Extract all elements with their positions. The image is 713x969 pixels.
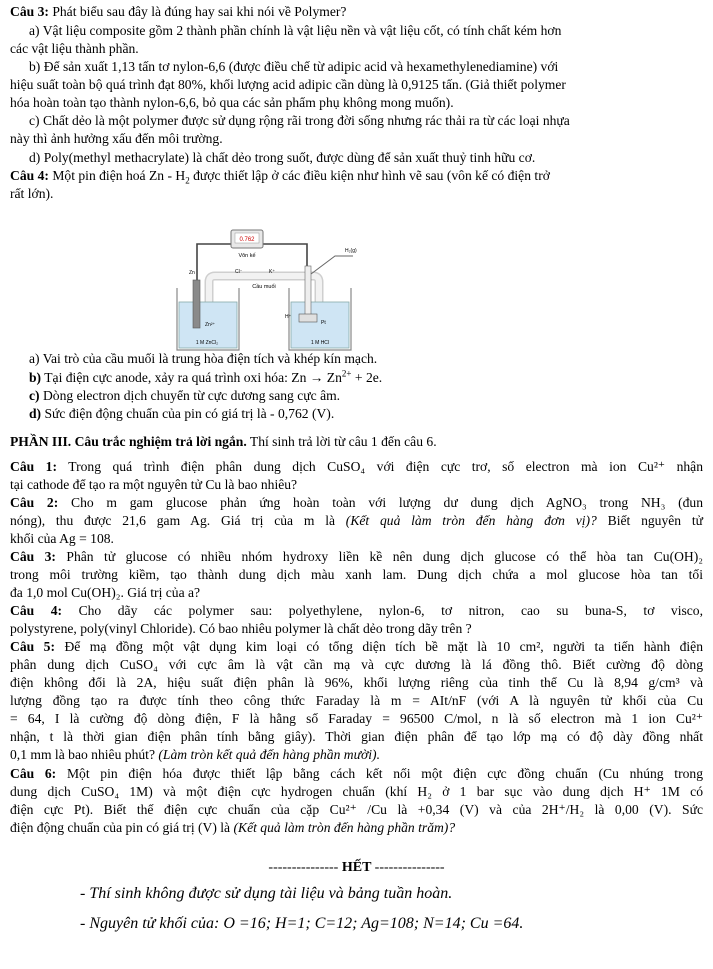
q3-option-b-cont: hiệu suất toàn bộ quá trình đạt 80%, khối lượng acid adipic cần dùng là 0,9125 tấn. (Giả thiết polymer xyxy=(10,77,566,92)
p3-q5-line5: = 64, I là cường độ dòng điện, F là hằng số Faraday = 96500 C/mol, n là số electron mà 1 ion Cu²⁺ xyxy=(10,711,703,726)
p3-q4-line2: polystyrene, poly(vinyl Chloride). Có bao nhiêu polymer là chất dẻo trong dãy trên ? xyxy=(10,621,472,636)
question-text: nóng), thu được 21,6 gam Ag. Giá trị của m là xyxy=(10,513,336,528)
part3-title xyxy=(10,434,437,450)
q4-option-b: b) Tại điện cực anode, xảy ra quá trình oxi hóa: $Zn \to Zn^{2+} + 2e$. xyxy=(29,368,383,385)
option-label: b) xyxy=(29,370,42,385)
wire-right xyxy=(263,244,307,266)
p3-q5-line7 xyxy=(10,747,380,763)
platinum-label: Pt xyxy=(321,320,326,326)
option-text: Dòng electron dịch chuyển từ cực dương sang cực âm. xyxy=(42,388,341,403)
p3-q6-line2: dung dịch CuSO₄ 1M) và một điện cực hydrogen chuẩn (khí H₂ ở 1 bar sục vào dung dịch H⁺ 1M có xyxy=(10,784,703,799)
q4-option-d xyxy=(29,406,334,422)
hydrogen-electrode-tube xyxy=(305,266,311,316)
salt-bridge-label: Cầu muối xyxy=(252,284,276,290)
left-solution-label: 1 M ZnCl₂ xyxy=(195,340,219,346)
q3-stem-line xyxy=(10,4,346,20)
question-text: Một pin điện hoá Zn - H xyxy=(52,168,186,183)
question-text: Cho m gam glucose phản ứng hoàn toàn với lượng dư dung dịch AgNO₃ trong NH₃ (đun xyxy=(71,495,703,510)
hydrogen-gas-inlet xyxy=(311,256,353,274)
potassium-ion-label: K⁺ xyxy=(269,269,275,275)
platinum-electrode xyxy=(299,314,317,322)
question-label: Câu 4: xyxy=(10,603,63,618)
q3-option-b-cont2: hóa hoàn toàn tạo thành nylon-6,6, bỏ qua các sản phẩm phụ không mong muốn). xyxy=(10,95,454,110)
p3-q5-line2: phân dung dịch CuSO₄ với cực âm là vật cần mạ và cực dương là lá đồng thô. Biết cường độ dòng xyxy=(10,657,703,672)
question-label: Câu 1: xyxy=(10,459,57,474)
p3-q2-line3: khối của Ag = 108. xyxy=(10,531,114,546)
p3-q3-line3: đa 1,0 mol Cu(OH)₂. Giá trị của a? xyxy=(10,585,201,600)
p3-q5-line6: nhận, t là thời gian điện phân tính bằng giây). Thời gian điện phân để tạo lớp mạ có độ dày đồng nhất xyxy=(10,729,703,744)
option-label: d) xyxy=(29,406,42,421)
question-text: điện động chuẩn của pin có giá trị (V) là xyxy=(10,820,231,835)
question-text: Để mạ đồng một vật dụng kim loại có tổng diện tích bề mặt là 10 cm², người ta tiến hành điện xyxy=(64,639,704,654)
question-label: Câu 6: xyxy=(10,766,57,781)
hydrogen-ion-label: H⁺ xyxy=(285,314,292,320)
p3-q6-line1 xyxy=(10,766,703,782)
zinc-ion-label: Zn²⁺ xyxy=(205,322,216,328)
q4-stem-line: Câu 4: Một pin điện hoá Zn - $H_2$ được thiết lập ở các điều kiện như hình vẽ sau (vôn kế có điện trở xyxy=(10,168,550,186)
question-label: Câu 5: xyxy=(10,639,55,654)
voltmeter-reading: 0.762 xyxy=(239,237,255,243)
question-label: Câu 2: xyxy=(10,495,59,510)
footer-note-atomic-masses: - Nguyên tử khối của: O =16; H=1; C=12; Ag=108; N=14; Cu =64. xyxy=(80,915,524,932)
zinc-electrode xyxy=(193,280,200,328)
question-text: Phát biểu sau đây là đúng hay sai khi nói về Polymer? xyxy=(52,4,347,19)
question-label: Câu 3: xyxy=(10,549,56,564)
q3-option-c-cont: này thì ảnh hưởng xấu đến môi trường. xyxy=(10,131,223,146)
end-dashes-right: --------------- xyxy=(374,860,445,875)
option-text: Sức điện động chuẩn của pin có giá trị là - 0,762 (V). xyxy=(44,406,335,421)
chloride-ion-label: Cl⁻ xyxy=(235,269,243,275)
hydrogen-gas-label: H₂(g) xyxy=(345,248,357,254)
option-label: c) xyxy=(29,388,40,403)
section-heading: PHẦN III. Câu trắc nghiệm trả lời ngắn. xyxy=(10,434,247,449)
p3-q2-line1 xyxy=(10,495,703,511)
p3-q6-line3: điện cực Pt). Biết thế điện cực chuẩn của cặp Cu²⁺ /Cu là +0,34 (V) và của 2H⁺/H₂ là 0,00 (V). Sức xyxy=(10,802,703,817)
p3-q5-line3: điện không đổi là 2A, hiệu suất điện phân là 96%, khối lượng riêng của tinh thể Cu là 8,94 g/cm³ và xyxy=(10,675,703,690)
q4-stem-cont: rất lớn). xyxy=(10,186,54,201)
q3-option-d: d) Poly(methyl methacrylate) là chất dẻo trong suốt, được dùng để sản xuất thuỷ tinh hữu cơ. xyxy=(29,150,536,165)
footer-note-materials: - Thí sinh không được sử dụng tài liệu và bảng tuần hoàn. xyxy=(80,885,453,902)
question-text: Trong quá trình điện phân dung dịch CuSO₄ với điện cực trơ, số electron mà ion Cu²⁺ nhận xyxy=(68,459,703,474)
question-text: Một pin điện hóa được thiết lập bằng cách kết nối một điện cực đồng chuẩn (Cu nhúng trong xyxy=(66,766,703,781)
question-text: Cho dãy các polymer sau: polyethylene, nylon-6, tơ nitron, cao su buna-S, tơ visco, xyxy=(78,603,703,618)
question-text: Phân tử glucose có nhiều nhóm hydroxy liền kề nên dung dịch glucose có thể hòa tan Cu(OH)₂ xyxy=(66,549,704,564)
p3-q5-line4: lượng đồng tạo ra được tính theo công thức Faraday là m = AIt/nF (với A là nguyên tử khối của Cu xyxy=(10,693,703,708)
q3-option-c: c) Chất dẻo là một polymer được sử dụng rộng rãi trong đời sống nhưng rác thải ra từ các loại nhựa xyxy=(29,113,570,128)
q3-option-a-cont: các vật liệu thành phần. xyxy=(10,41,139,56)
rounding-note: (Kết quả làm tròn đến hàng phần trăm)? xyxy=(233,820,456,835)
p3-q6-line4 xyxy=(10,820,455,836)
p3-q1-line2: tại cathode để tạo ra một nguyên tử Cu là bao nhiêu? xyxy=(10,477,298,492)
galvanic-cell-diagram xyxy=(165,226,377,354)
question-label: Câu 4: xyxy=(10,168,49,183)
question-text-cont: được thiết lập ở các điều kiện như hình vẽ sau (vôn kế có điện trở xyxy=(193,168,550,183)
rounding-note: (Làm tròn kết quả đến hàng phần mười). xyxy=(158,747,380,762)
option-text: Tại điện cực anode, xảy ra quá trình oxi hóa: Zn → Zn xyxy=(44,370,342,385)
p3-q2-line2 xyxy=(10,513,703,529)
p3-q3-line2: trong môi trường kiềm, tạo thành dung dịch màu xanh lam. Dung dịch chứa a mol glucose hòa tan tối xyxy=(10,567,703,582)
rounding-note: (Kết quả làm tròn đến hàng đơn vị)? xyxy=(345,513,597,528)
end-marker xyxy=(0,860,713,876)
p3-q5-line1 xyxy=(10,639,703,655)
option-text-tail: + 2e. xyxy=(354,370,383,385)
p3-q3-line1 xyxy=(10,549,703,565)
right-solution-label: 1 M HCl xyxy=(310,340,330,346)
end-label: HẾT xyxy=(341,860,372,875)
q4-option-a: a) Vai trò của cầu muối là trung hòa điện tích và khép kín mạch. xyxy=(29,351,378,366)
voltmeter-label: Vôn kế xyxy=(238,253,256,259)
question-label: Câu 3: xyxy=(10,4,49,19)
q3-option-a: a) Vật liệu composite gồm 2 thành phần chính là vật liệu nền và vật liệu cốt, có tính chất kém hơn xyxy=(29,23,562,38)
q3-option-b: b) Để sản xuất 1,13 tấn tơ nylon-6,6 (được điều chế từ adipic acid và hexamethylenediamine) với xyxy=(29,59,559,74)
q4-option-c xyxy=(29,388,340,404)
zinc-label: Zn xyxy=(189,270,195,276)
question-text: 0,1 mm là bao nhiêu phút? xyxy=(10,747,155,762)
p3-q4-line1 xyxy=(10,603,703,619)
end-dashes-left: --------------- xyxy=(268,860,339,875)
section-instruction: Thí sinh trả lời từ câu 1 đến câu 6. xyxy=(249,434,437,449)
question-text-cont: Biết nguyên tử xyxy=(607,513,704,528)
p3-q1-line1 xyxy=(10,459,703,475)
